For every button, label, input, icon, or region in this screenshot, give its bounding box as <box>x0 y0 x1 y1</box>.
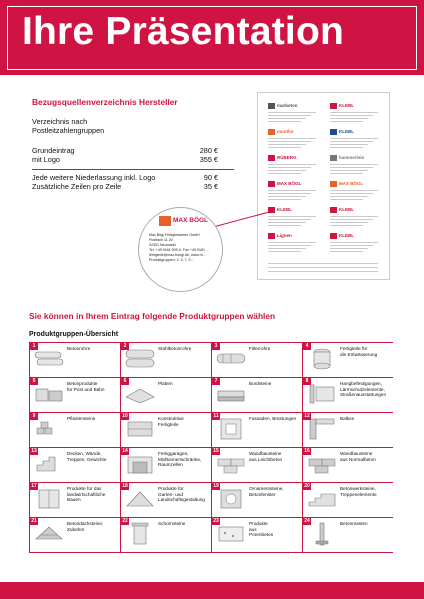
product-group-cell <box>29 343 120 378</box>
thumbnail-text-line <box>268 251 301 252</box>
price-divider <box>32 169 234 170</box>
products-subtitle: Produktgruppen-Übersicht <box>29 331 119 338</box>
magnifier-circle <box>138 207 223 292</box>
thumbnail-text-line <box>268 245 311 246</box>
product-group-number: 17 <box>31 483 37 489</box>
thumbnail-brand-mark <box>268 103 275 109</box>
product-group-cell <box>120 448 211 483</box>
footer-band <box>0 582 424 599</box>
product-group-cell <box>302 518 393 553</box>
product-group-number: 7 <box>212 378 220 385</box>
page-title: Ihre Präsentation <box>22 10 344 53</box>
thumbnail-text-line <box>268 164 316 165</box>
thumbnail-text-line <box>268 138 316 139</box>
thumbnail-text-line <box>330 248 368 249</box>
thumbnail-text-line <box>330 193 373 194</box>
product-group-number: 6 <box>121 378 129 385</box>
thumbnail-brand-label: marbeton <box>277 103 298 108</box>
product-group-cell <box>29 483 120 518</box>
product-group-number: 5 <box>30 378 38 385</box>
thumbnail-text-line <box>268 248 306 249</box>
product-group-label: Betonmasten <box>340 521 368 526</box>
price-row-label: Jede weitere Niederlassung inkl. Logo <box>32 173 156 182</box>
thumbnail-text-line <box>330 216 378 217</box>
thumbnail-text-line <box>330 242 378 243</box>
thumbnail-brand-mark <box>268 129 275 135</box>
directory-intro-1: Verzeichnis nach <box>32 117 88 126</box>
product-group-number: 22 <box>122 518 128 524</box>
thumbnail-text-line <box>330 170 368 171</box>
thumbnail-text-line <box>268 216 316 217</box>
thumbnail-text-line <box>330 115 373 116</box>
thumbnail-brand-label: moutho <box>277 129 294 134</box>
product-group-number: 11 <box>213 413 219 419</box>
product-group-cell <box>211 483 302 518</box>
thumbnail-text-line <box>268 199 301 200</box>
product-group-cell <box>302 413 393 448</box>
product-group-number: 10 <box>122 413 128 419</box>
thumbnail-text-line <box>268 173 301 174</box>
product-group-number: 3 <box>212 343 220 350</box>
product-group-number: 18 <box>122 483 128 489</box>
thumbnail-brand-mark <box>330 207 337 213</box>
product-group-number: 9 <box>30 413 38 420</box>
max-bogl-logo-mark <box>159 216 171 226</box>
products-title: Sie können in Ihrem Eintrag folgende Produktgruppen wählen <box>29 311 276 321</box>
thumbnail-text-line <box>330 190 378 191</box>
thumbnail-text-line <box>268 225 301 226</box>
product-group-label: Ornamentsteine, Betonfenster <box>249 486 284 497</box>
thumbnail-brand-label: MAX BÖGL <box>339 181 364 186</box>
product-group-cell <box>302 483 393 518</box>
product-group-cell <box>120 518 211 553</box>
product-group-number: 20 <box>304 483 310 489</box>
thumbnail-brand-mark <box>268 207 275 213</box>
thumbnail-text-line <box>330 121 363 122</box>
product-group-label: Fertiggaragen, Mülltonnenschränke, Raumzellen <box>158 451 202 468</box>
thumbnail-footer-line <box>268 263 378 264</box>
thumbnail-brand-label: KLEBL <box>339 129 354 134</box>
thumbnail-text-line <box>268 167 311 168</box>
product-group-label: Produkte aus Porenbeton <box>249 521 274 538</box>
magnifier-logo-text: MAX BÖGL <box>173 217 209 224</box>
product-group-label: Fassaden, Brüstungen <box>249 416 297 421</box>
magnifier-line: Max Bögl Fertigteilwerke GmbH <box>149 233 200 237</box>
product-group-number: 19 <box>213 483 219 489</box>
product-group-label: Pflastersteine <box>67 416 96 421</box>
magnifier-line: fertigteile@max-boegl.de, www.m... <box>149 253 206 257</box>
product-group-number: 1 <box>30 343 38 350</box>
thumbnail-text-line <box>268 141 311 142</box>
product-group-label: Hangbefestigungen, Lärmschutzelemente, Straßenausstattungen <box>340 381 387 398</box>
product-group-label: Bordsteine <box>249 381 272 386</box>
product-group-label: Betonwerksteine, Treppenelemente <box>340 486 377 497</box>
thumbnail-text-line <box>268 196 306 197</box>
product-group-label: Decken, Wände, Treppen, Gewichte <box>67 451 107 462</box>
product-group-cell <box>211 448 302 483</box>
thumbnail-text-line <box>330 199 363 200</box>
thumbnail-brand-label: KLEBL <box>339 233 354 238</box>
magnifier-line: Postfach 11 20 <box>149 238 173 242</box>
product-group-label: Produkte für das landwirtschaftliche Bauen <box>67 486 106 503</box>
thumbnail-text-line <box>268 112 316 113</box>
product-group-number: 4 <box>303 343 311 350</box>
thumbnail-text-line <box>330 141 373 142</box>
product-group-cell <box>211 378 302 413</box>
thumbnail-text-line <box>268 190 316 191</box>
product-group-label: Produkte für Garten- und Landschaftsgestaltung <box>158 486 205 503</box>
thumbnail-brand-mark <box>330 103 337 109</box>
thumbnail-brand-label: hammerlein <box>339 155 365 160</box>
thumbnail-text-line <box>330 219 373 220</box>
product-group-label: Fertigteile für die Entwässerung <box>340 346 378 357</box>
product-group-label: Stahlbetonrohre <box>158 346 192 351</box>
product-group-number: 23 <box>213 518 219 524</box>
product-group-number: 21 <box>31 518 37 524</box>
product-group-cell <box>29 448 120 483</box>
thumbnail-brand-mark <box>268 181 275 187</box>
thumbnail-brand-mark <box>330 181 337 187</box>
thumbnail-text-line <box>268 121 301 122</box>
product-group-label: Betonrohre <box>67 346 91 351</box>
thumbnail-text-line <box>330 222 368 223</box>
product-group-number: 16 <box>304 448 310 454</box>
thumbnail-text-line <box>330 112 378 113</box>
thumbnail-brand-mark <box>330 129 337 135</box>
product-group-cell <box>120 413 211 448</box>
thumbnail-text-line <box>330 144 368 145</box>
product-group-cell <box>120 343 211 378</box>
product-group-cell <box>211 343 302 378</box>
thumbnail-brand-label: KLEBL <box>277 207 292 212</box>
product-group-label: Konstruktive Fertigteile <box>158 416 184 427</box>
thumbnail-text-line <box>268 118 306 119</box>
price-row-value: 280 € <box>199 146 218 155</box>
directory-intro-2: Postleitzahlengruppen <box>32 126 105 135</box>
thumbnail-brand-mark <box>268 233 275 239</box>
magnifier-line: Produktgruppen: 2, 5, 7, 9... <box>149 258 194 262</box>
thumbnail-text-line <box>330 173 363 174</box>
product-group-cell <box>29 518 120 553</box>
product-group-label: Wandbausteine aus Normalbeton <box>340 451 376 462</box>
thumbnail-brand-label: MAX BÖGL <box>277 181 302 186</box>
thumbnail-text-line <box>330 251 363 252</box>
thumbnail-brand-mark <box>330 155 337 161</box>
thumbnail-text-line <box>268 144 306 145</box>
thumbnail-footer-line <box>268 271 378 272</box>
thumbnail-brand-label: Lignen <box>277 233 292 238</box>
product-group-number: 13 <box>31 448 37 454</box>
price-row-value: 35 € <box>203 182 218 191</box>
product-group-number: 24 <box>304 518 310 524</box>
thumbnail-text-line <box>268 242 316 243</box>
thumbnail-footer-line <box>268 267 378 268</box>
thumbnail-text-line <box>330 147 363 148</box>
thumbnail-text-line <box>330 118 368 119</box>
thumbnail-text-line <box>330 225 363 226</box>
product-group-label: Betonprodukte für Post und Bahn <box>67 381 105 392</box>
thumbnail-brand-label: KLEBL <box>339 103 354 108</box>
header-band <box>0 0 424 75</box>
product-group-label: Schornsteine <box>158 521 186 526</box>
directory-title: Bezugsquellenverzeichnis Hersteller <box>32 97 178 107</box>
product-group-cell <box>211 413 302 448</box>
thumbnail-text-line <box>330 164 378 165</box>
thumbnail-brand-mark <box>330 233 337 239</box>
price-row-label: Grundeintrag <box>32 146 75 155</box>
thumbnail-brand-label: RÜBERG <box>277 155 297 160</box>
product-group-number: 12 <box>304 413 310 419</box>
thumbnail-text-line <box>268 222 306 223</box>
thumbnail-brand-label: KLEBL <box>339 207 354 212</box>
thumbnail-text-line <box>268 193 311 194</box>
product-group-number: 2 <box>121 343 129 350</box>
product-group-label: Balken <box>340 416 355 421</box>
magnifier-line: Tel. +49 9181 909-0, Fax +49 9181 ... <box>149 248 209 252</box>
product-group-label: Filterrohre <box>249 346 271 351</box>
product-group-label: Wandbausteine aus Leichtbeton <box>249 451 283 462</box>
product-group-cell <box>120 378 211 413</box>
thumbnail-brand-mark <box>268 155 275 161</box>
thumbnail-text-line <box>330 138 378 139</box>
thumbnail-text-line <box>268 115 311 116</box>
product-groups-grid <box>29 342 393 552</box>
product-group-cell <box>302 378 393 413</box>
product-group-cell <box>302 448 393 483</box>
price-row-label: mit Logo <box>32 155 60 164</box>
thumbnail-text-line <box>268 170 306 171</box>
thumbnail-text-line <box>268 147 301 148</box>
magnifier-address <box>149 233 209 263</box>
thumbnail-text-line <box>330 167 373 168</box>
product-group-cell <box>120 483 211 518</box>
product-group-cell <box>29 413 120 448</box>
thumbnail-text-line <box>268 219 311 220</box>
product-group-cell <box>302 343 393 378</box>
thumbnail-text-line <box>330 245 373 246</box>
price-row-value: 90 € <box>203 173 218 182</box>
directory-page-thumbnail <box>257 92 390 280</box>
thumbnail-text-line <box>330 196 368 197</box>
price-row-label: Zusätzliche Zeilen pro Zeile <box>32 182 122 191</box>
product-group-cell <box>29 378 120 413</box>
magnifier-line: 92301 Neumarkt <box>149 243 176 247</box>
product-group-number: 14 <box>122 448 128 454</box>
product-group-number: 15 <box>213 448 219 454</box>
product-group-label: Platten <box>158 381 173 386</box>
price-row-value: 355 € <box>199 155 218 164</box>
product-group-label: Betondachsteine, Zubehör <box>67 521 104 532</box>
product-group-number: 8 <box>303 378 311 385</box>
product-group-cell <box>211 518 302 553</box>
